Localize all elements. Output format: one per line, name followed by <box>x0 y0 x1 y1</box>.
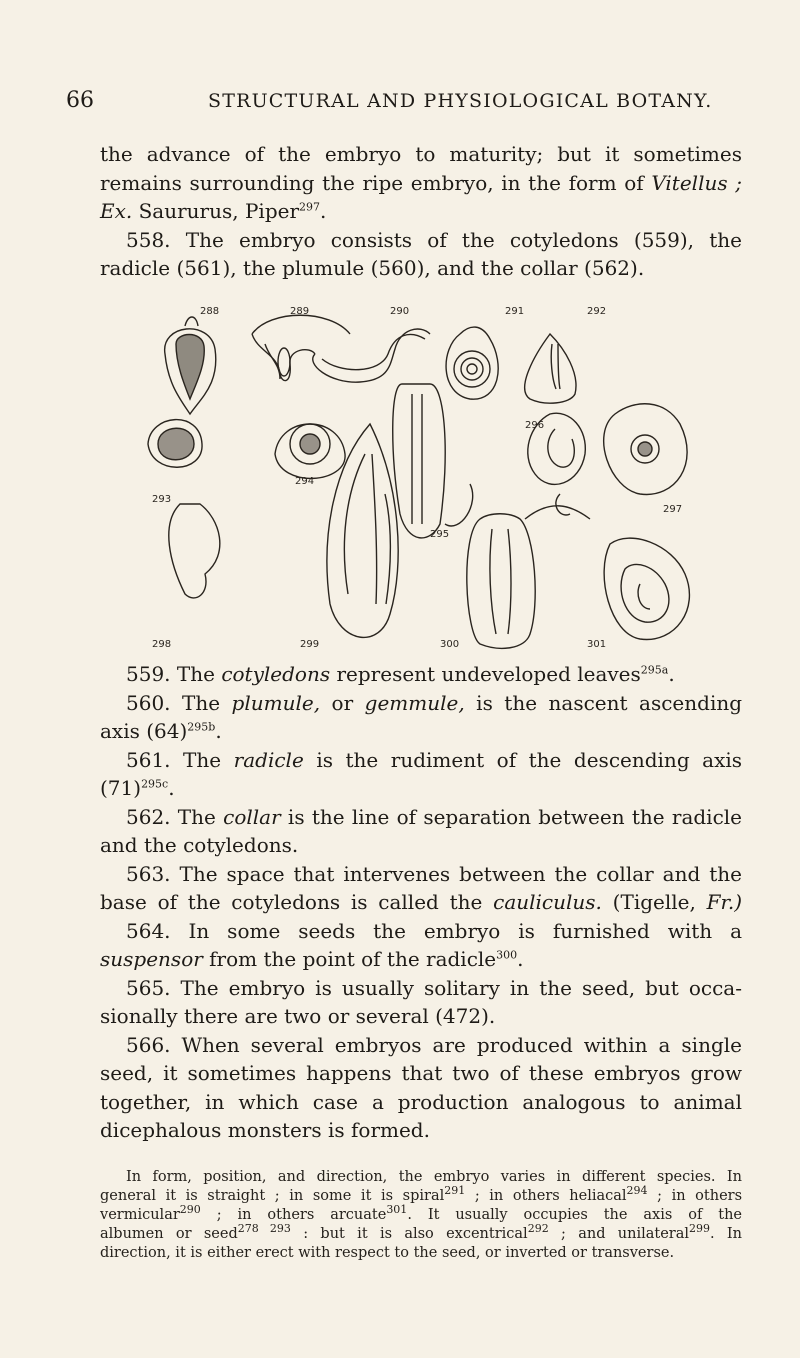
text-line: 566. When several embryos are produced within a single <box>126 1032 742 1057</box>
figure-ref: 295a <box>640 663 669 677</box>
footnote <box>100 1168 742 1263</box>
text-line: 564. In some seeds the embryo is furnished with a <box>126 918 742 943</box>
note-line: In form, position, and direction, the embryo varies in different species. In <box>126 1169 742 1185</box>
figure-label: 295 <box>430 529 450 540</box>
text-line: seed, it sometimes happens that two of these embryos grow <box>100 1061 742 1085</box>
text-line: 562. The collar is the line of separation between the radicle <box>126 804 742 829</box>
fig-299-drawing <box>327 424 398 637</box>
text-line: dicephalous monsters is formed. <box>100 1118 430 1142</box>
italic-term: cauliculus. <box>493 890 602 914</box>
text-line: together, in which case a production analogous to animal <box>100 1089 742 1114</box>
paragraph-vitellus <box>100 140 742 283</box>
figure-ref: 295b <box>187 720 216 734</box>
fig-300-drawing <box>467 506 590 649</box>
figure-label: 294 <box>295 476 315 487</box>
text-line: Ex. Saururus, Piper$^{297}$. <box>100 199 327 223</box>
text-line: and the cotyledons. <box>100 833 299 857</box>
fig-295-drawing <box>393 384 473 538</box>
text-line: $(71)^{295c}$. <box>100 776 175 800</box>
figure-label: 299 <box>300 639 320 650</box>
italic-term: Ex. <box>100 199 133 223</box>
italic-term: radicle <box>233 747 304 772</box>
fig-289-drawing <box>252 315 350 380</box>
figure-label: 296 <box>525 420 545 431</box>
text-line: remains surrounding the ripe embryo, in the form of Vitellus ; <box>100 170 743 195</box>
running-title: STRUCTURAL AND PHYSIOLOGICAL BOTANY. <box>208 90 713 112</box>
figure-ref: 295c <box>141 777 169 791</box>
text-line: the advance of the embryo to maturity; but it sometimes <box>100 142 742 166</box>
italic-term: gemmule, <box>364 690 465 715</box>
text-line: 560. The plumule, or gemmule, is the nascent ascending <box>126 690 743 715</box>
text-line: 558. The embryo consists of the cotyledons (559), the <box>126 227 742 252</box>
page-number: 66 <box>66 88 94 113</box>
italic-term: Fr.) <box>706 890 743 914</box>
text-line: radicle (561), the plumule (560), and the collar (562). <box>100 256 645 280</box>
figure-ref: 300 <box>496 948 518 962</box>
italic-term: plumule, <box>231 690 321 715</box>
text-line: base of the cotyledons is called the cauliculus. (Tigelle, Fr.) <box>100 890 743 914</box>
embryo-illustrations <box>140 304 710 656</box>
figure-label: 300 <box>440 639 460 650</box>
paragraph-embryo-parts <box>100 660 742 1145</box>
italic-term: collar <box>223 804 281 829</box>
fig-293-drawing <box>148 420 220 598</box>
note-line: albumen or seed$^{278 293}$ : but it is also excentrical$^{292}$ ; and unilateral$^{299}$. In <box>100 1222 742 1242</box>
text-line: suspensor from the point of the radicle$^{300}$. <box>100 947 524 971</box>
figure-label: 293 <box>152 494 172 505</box>
figure-label: 289 <box>290 306 310 317</box>
figure-label: 288 <box>200 306 220 317</box>
text-line: 559. The cotyledons represent undeveloped leaves$^{295a}$. <box>126 662 675 686</box>
figure-label: 301 <box>587 639 607 650</box>
italic-term: cotyledons <box>221 662 331 686</box>
italic-term: suspensor <box>100 947 203 971</box>
note-line: direction, it is either erect with respect to the seed, or inverted or transverse. <box>100 1245 675 1261</box>
text-line: sionally there are two or several (472). <box>100 1004 496 1028</box>
text-line: axis $(64)^{295b}$. <box>100 719 222 743</box>
page-header <box>66 88 716 128</box>
text-line: 565. The embryo is usually solitary in the seed, but occa- <box>126 975 742 1000</box>
fig-290-drawing <box>313 329 430 382</box>
fig-291-drawing <box>446 327 498 399</box>
text-line: 563. The space that intervenes between the collar and the <box>126 861 742 886</box>
figure-label: 291 <box>505 306 525 317</box>
figure-label: 292 <box>587 306 607 317</box>
figure-label: 297 <box>663 504 683 515</box>
fig-297-drawing <box>604 404 687 495</box>
text-line: 561. The radicle is the rudiment of the descending axis <box>126 747 743 772</box>
figure-label: 298 <box>152 639 172 650</box>
italic-term: Vitellus ; <box>651 170 743 195</box>
note-line: vermicular$^{290}$ ; in others arcuate$^{301}$. It usually occupies the axis of the <box>100 1203 742 1223</box>
fig-288-drawing <box>165 317 216 414</box>
fig-294-drawing <box>275 424 345 478</box>
note-line: general it is straight ; in some it is spiral$^{291}$ ; in others heliacal$^{294}$ ; in others <box>100 1184 743 1204</box>
embryo-figure-plate <box>140 304 710 656</box>
fig-292-drawing <box>525 334 576 403</box>
figure-label: 290 <box>390 306 410 317</box>
fig-301-drawing <box>604 538 689 639</box>
figure-ref: 297 <box>299 200 321 214</box>
